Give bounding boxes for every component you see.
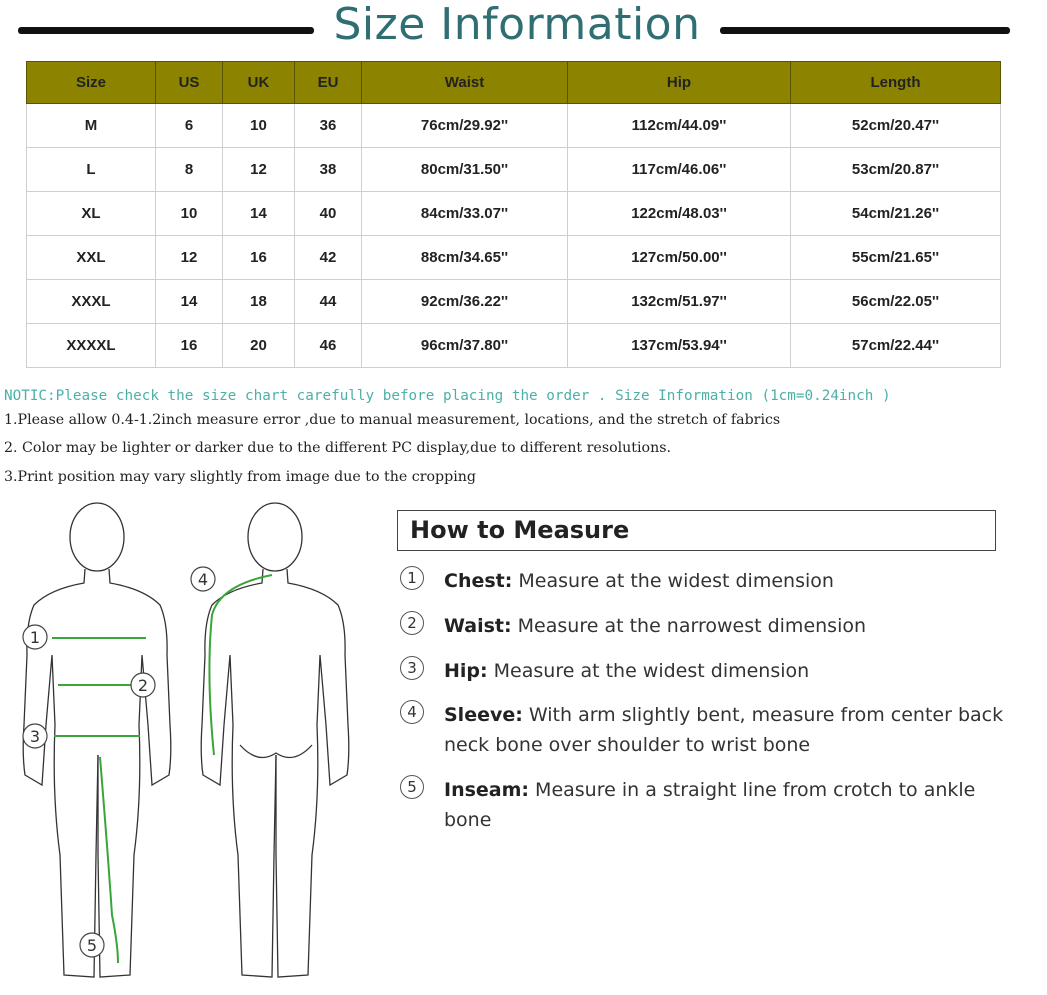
table-header-row [27, 62, 1001, 104]
table-cell: 56cm/22.05'' [791, 280, 1001, 324]
table-cell: 18 [223, 280, 295, 324]
note-1: 1.Please allow 0.4-1.2inch measure error ,due to manual measurement, locations, and the stretch of fabrics [4, 412, 781, 428]
note-2: 2. Color may be lighter or darker due to the different PC display,due to different resolutions. [4, 440, 672, 456]
step-number: 2 [400, 611, 424, 635]
table-cell: XXXL [27, 280, 156, 324]
marker-5-label: 5 [86, 936, 98, 955]
title-rule-right [720, 27, 1010, 34]
step-label: Chest: [444, 570, 513, 592]
title-rule-left [18, 27, 314, 34]
table-cell: 10 [156, 192, 223, 236]
table-row [27, 236, 1001, 280]
step-description: Measure at the widest dimension [487, 660, 810, 682]
body-measure-figures [0, 495, 390, 995]
marker-4-label: 4 [197, 570, 209, 589]
table-cell: 42 [295, 236, 362, 280]
table-cell: 36 [295, 104, 362, 148]
table-row [27, 324, 1001, 368]
table-cell: 88cm/34.65'' [362, 236, 568, 280]
table-cell: 55cm/21.65'' [791, 236, 1001, 280]
step-number: 4 [400, 700, 424, 724]
column-header-uk: UK [223, 62, 295, 104]
note-3: 3.Print position may vary slightly from image due to the cropping [4, 469, 476, 485]
step-number: 5 [400, 775, 424, 799]
size-table [26, 61, 1001, 368]
table-cell: 10 [223, 104, 295, 148]
marker-2-label: 2 [137, 676, 149, 695]
table-cell: 6 [156, 104, 223, 148]
column-header-waist: Waist [362, 62, 568, 104]
table-cell: 52cm/20.47'' [791, 104, 1001, 148]
table-cell: 112cm/44.09'' [568, 104, 791, 148]
table-cell: 122cm/48.03'' [568, 192, 791, 236]
table-cell: 54cm/21.26'' [791, 192, 1001, 236]
column-header-us: US [156, 62, 223, 104]
table-row [27, 148, 1001, 192]
column-header-eu: EU [295, 62, 362, 104]
back-figure [201, 503, 349, 977]
table-cell: 38 [295, 148, 362, 192]
sleeve-line [209, 575, 272, 755]
table-cell: 12 [223, 148, 295, 192]
title-bar [0, 0, 1047, 52]
column-header-size: Size [27, 62, 156, 104]
page-title: Size Information [333, 0, 701, 50]
table-cell: 57cm/22.44'' [791, 324, 1001, 368]
table-row [27, 104, 1001, 148]
table-cell: XL [27, 192, 156, 236]
table-row [27, 280, 1001, 324]
table-cell: M [27, 104, 156, 148]
table-cell: 132cm/51.97'' [568, 280, 791, 324]
table-cell: 14 [156, 280, 223, 324]
step-label: Sleeve: [444, 704, 523, 726]
table-cell: 84cm/33.07'' [362, 192, 568, 236]
table-cell: 16 [223, 236, 295, 280]
step-label: Inseam: [444, 779, 530, 801]
step-description: Measure at the narrowest dimension [511, 615, 867, 637]
table-cell: 20 [223, 324, 295, 368]
table-cell: L [27, 148, 156, 192]
measure-markers [23, 567, 215, 957]
table-cell: 92cm/36.22'' [362, 280, 568, 324]
column-header-hip: Hip [568, 62, 791, 104]
table-cell: XXXXL [27, 324, 156, 368]
notice-text: NOTIC:Please check the size chart carefully before placing the order . Size Information (1cm=0.24inch ) [4, 388, 891, 404]
table-cell: 117cm/46.06'' [568, 148, 791, 192]
table-cell: 8 [156, 148, 223, 192]
step-number: 3 [400, 656, 424, 680]
step-description: Measure at the widest dimension [512, 570, 834, 592]
table-cell: 40 [295, 192, 362, 236]
measure-lines [52, 575, 272, 963]
table-cell: XXL [27, 236, 156, 280]
how-to-measure-title: How to Measure [410, 516, 630, 544]
table-cell: 16 [156, 324, 223, 368]
inseam-line [100, 757, 118, 963]
step-label: Waist: [444, 615, 512, 637]
step-number: 1 [400, 566, 424, 590]
how-to-measure-box [397, 510, 996, 551]
column-header-length: Length [791, 62, 1001, 104]
table-cell: 96cm/37.80'' [362, 324, 568, 368]
table-cell: 14 [223, 192, 295, 236]
table-row [27, 192, 1001, 236]
step-description: With arm slightly bent, measure from center back neck bone over shoulder to wrist bone [444, 704, 1004, 756]
step-label: Hip: [444, 660, 488, 682]
table-cell: 127cm/50.00'' [568, 236, 791, 280]
table-cell: 80cm/31.50'' [362, 148, 568, 192]
table-cell: 12 [156, 236, 223, 280]
marker-1-label: 1 [29, 628, 41, 647]
table-cell: 46 [295, 324, 362, 368]
marker-3-label: 3 [29, 727, 41, 746]
table-cell: 44 [295, 280, 362, 324]
table-cell: 53cm/20.87'' [791, 148, 1001, 192]
table-cell: 76cm/29.92'' [362, 104, 568, 148]
table-cell: 137cm/53.94'' [568, 324, 791, 368]
step-description: Measure in a straight line from crotch to ankle bone [444, 779, 976, 831]
